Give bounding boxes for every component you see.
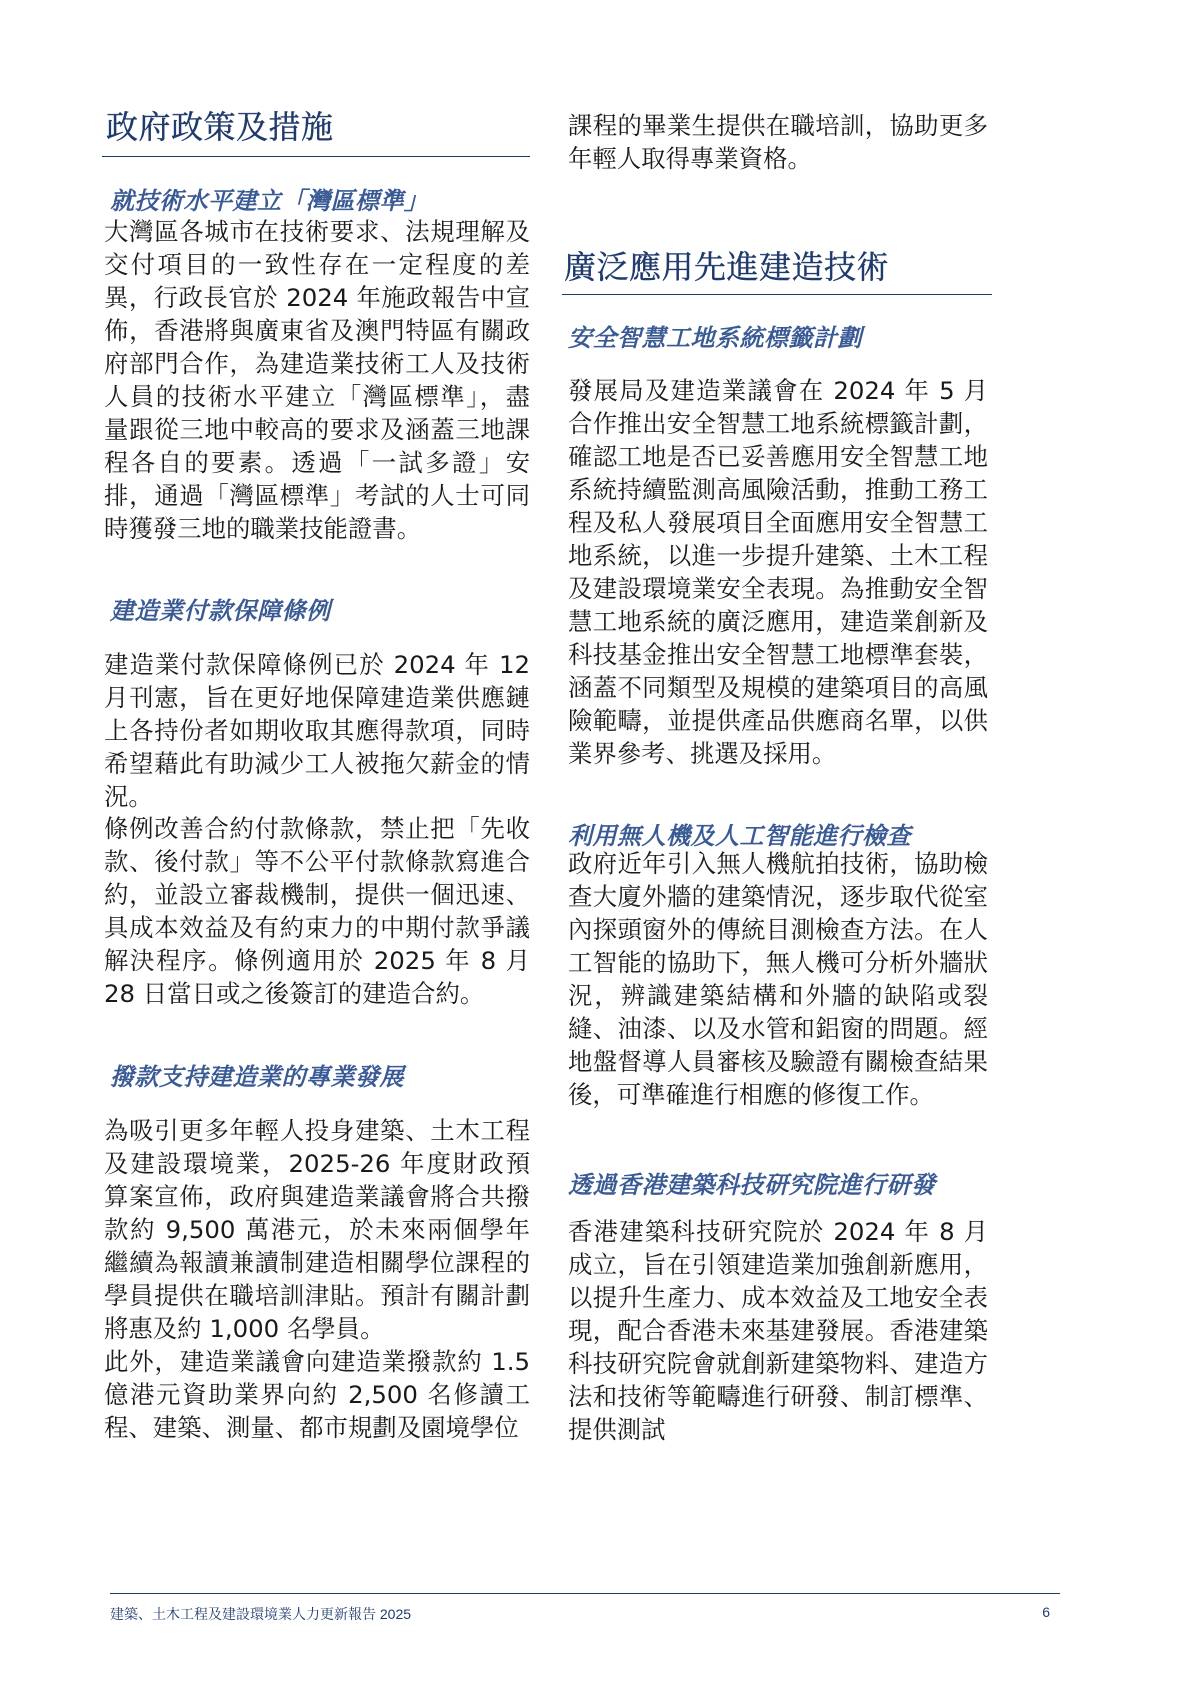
section-heading-technology: 廣泛應用先進建造技術	[564, 248, 890, 286]
page-number: 6	[1042, 1604, 1050, 1620]
subheading-drone-ai: 利用無人機及人工智能進行檢查	[568, 822, 911, 850]
footer-rule	[110, 1593, 1060, 1594]
paragraph-research-institute: 香港建築科技研究院於 2024 年 8 月成立，旨在引領建造業加強創新應用，以提升生產力、成本效益及工地安全表現，配合香港未來基建發展。香港建築科技研究院會就創新建築物料、建造方法和技術等範疇進行研發、制訂標準、提供測試	[568, 1217, 988, 1444]
subheading-payment-ordinance: 建造業付款保障條例	[110, 597, 331, 625]
paragraph-drone-ai: 政府近年引入無人機航拍技術，協助檢查大廈外牆的建築情況，逐步取代從室內探頭窗外的傳統目測檢查方法。在人工智能的協助下，無人機可分析外牆狀況，辨識建築結構和外牆的缺陷或裂縫、油漆、以及水管和鋁窗的問題。經地盤督導人員審核及驗證有關檢查結果後，可準確進行相應的修復工作。	[568, 849, 988, 1109]
paragraph-professional-development-2: 此外，建造業議會向建造業撥款約 1.5 億港元資助業界向約 2,500 名修讀工程、建築、測量、都市規劃及園境學位	[104, 1347, 530, 1442]
subheading-smart-site: 安全智慧工地系統標籤計劃	[568, 324, 862, 352]
paragraph-professional-development-1: 為吸引更多年輕人投身建築、土木工程及建設環境業，2025-26 年度財政預算案宣佈，政府與建造業議會將合共撥款約 9,500 萬港元，於未來兩個學年繼續為報讀兼讀制建造相關學位課程的學員提供在職培訓津貼。預計有關計劃將惠及約 1,000 名學員。	[104, 1116, 530, 1343]
footer-report-title: 建築、土木工程及建設環境業人力更新報告 2025	[110, 1606, 412, 1622]
subheading-gba-standard: 就技術水平建立「灣區標準」	[110, 187, 429, 215]
paragraph-smart-site: 發展局及建造業議會在 2024 年 5 月合作推出安全智慧工地系統標籤計劃，確認工地是否已妥善應用安全智慧工地系統持續監測高風險活動，推動工務工程及私人發展項目全面應用安全智慧工地系統，以進一步提升建築、土木工程及建設環境業安全表現。為推動安全智慧工地系統的廣泛應用，建造業創新及科技基金推出安全智慧工地標準套裝，涵蓋不同類型及規模的建築項目的高風險範疇，並提供產品供應商名單，以供業界參考、挑選及採用。	[568, 376, 988, 768]
heading-rule	[562, 294, 992, 295]
paragraph-gba-standard: 大灣區各城市在技術要求、法規理解及交付項目的一致性存在一定程度的差異，行政長官於 2024 年施政報告中宣佈，香港將與廣東省及澳門特區有關政府部門合作，為建造業技術工人及技術人員的技術水平建立「灣區標準」，盡量跟從三地中較高的要求及涵蓋三地課程各自的要素。透過「一試多證」安排，通過「灣區標準」考試的人士可同時獲發三地的職業技能證書。	[104, 217, 530, 543]
paragraph-payment-ordinance-1: 建造業付款保障條例已於 2024 年 12 月刊憲，旨在更好地保障建造業供應鏈上各持份者如期收取其應得款項，同時希望藉此有助減少工人被拖欠薪金的情況。	[104, 650, 530, 811]
paragraph-continuation: 課程的畢業生提供在職培訓，協助更多年輕人取得專業資格。	[568, 111, 988, 173]
section-heading-policy: 政府政策及措施	[106, 108, 334, 146]
subheading-professional-development: 撥款支持建造業的專業發展	[110, 1063, 404, 1091]
subheading-research-institute: 透過香港建築科技研究院進行研發	[568, 1171, 936, 1199]
paragraph-payment-ordinance-2: 條例改善合約付款條款，禁止把「先收款、後付款」等不公平付款條款寫進合約，並設立審裁機制，提供一個迅速、具成本效益及有約束力的中期付款爭議解決程序。條例適用於 2025 年 8 月 28 日當日或之後簽訂的建造合約。	[104, 814, 530, 1008]
heading-rule	[102, 156, 530, 157]
